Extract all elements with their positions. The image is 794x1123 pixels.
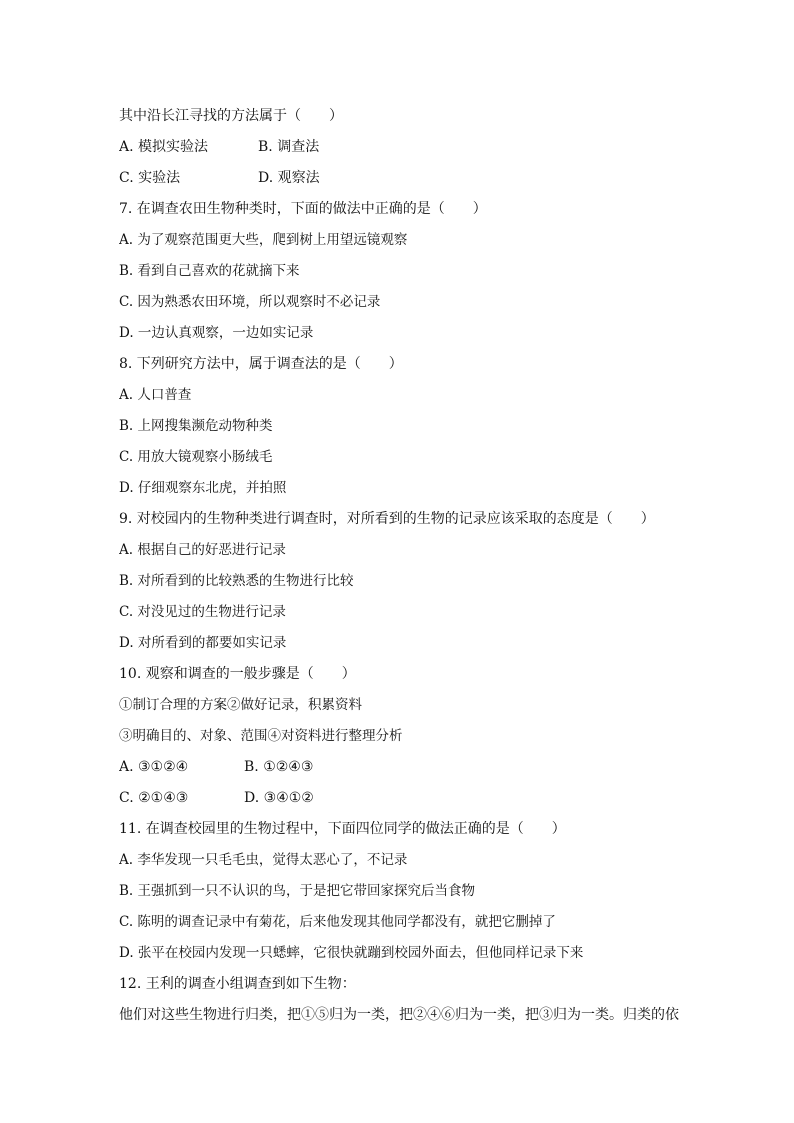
question-7-option-c: C. 因为熟悉农田环境，所以观察时不必记录 [119, 294, 381, 310]
question-12-description: 他们对这些生物进行归类，把①⑤归为一类，把②④⑥归为一类，把③归为一类。归类的依 [119, 1007, 679, 1023]
question-6-options-row-2 [119, 163, 719, 194]
question-9-option-b: B. 对所看到的比较熟悉的生物进行比较 [119, 573, 354, 589]
option-a: A. 模拟实验法 [119, 139, 209, 155]
question-11-option-c: C. 陈明的调查记录中有菊花，后来他发现其他同学都没有，就把它删掉了 [119, 914, 556, 930]
question-8-stem: 8. 下列研究方法中，属于调查法的是（ ） [119, 356, 403, 372]
question-6-stem: 其中沿长江寻找的方法属于（ ） [119, 108, 343, 124]
option-b: B. ①②④③ [244, 759, 314, 775]
question-9-option-a: A. 根据自己的好恶进行记录 [119, 542, 286, 558]
question-10-options-row-2 [119, 783, 719, 814]
question-12-stem: 12. 王利的调查小组调查到如下生物： [119, 976, 356, 992]
option-d: D. 观察法 [258, 170, 320, 186]
option-b: B. 调查法 [258, 139, 320, 155]
question-11-stem: 11. 在调查校园里的生物过程中，下面四位同学的做法正确的是（ ） [119, 821, 566, 837]
question-11-option-b: B. 王强抓到一只不认识的鸟，于是把它带回家探究后当食物 [119, 883, 476, 899]
question-7-option-d: D. 一边认真观察，一边如实记录 [119, 325, 314, 341]
question-9-option-d: D. 对所看到的都要如实记录 [119, 635, 287, 651]
question-8-option-b: B. 上网搜集濒危动物种类 [119, 418, 273, 434]
question-8-option-a: A. 人口普查 [119, 387, 192, 403]
question-8-option-d: D. 仔细观察东北虎，并拍照 [119, 480, 287, 496]
question-8-option-c: C. 用放大镜观察小肠绒毛 [119, 449, 273, 465]
question-10-options-row-1 [119, 752, 719, 783]
document-content [119, 101, 719, 1031]
question-7-option-a: A. 为了观察范围更大些，爬到树上用望远镜观察 [119, 232, 408, 248]
question-10-steps-1: ①制订合理的方案②做好记录，积累资料 [119, 697, 362, 713]
option-c: C. 实验法 [119, 170, 181, 186]
question-7-stem: 7. 在调查农田生物种类时，下面的做法中正确的是（ ） [119, 201, 487, 217]
question-9-option-c: C. 对没见过的生物进行记录 [119, 604, 286, 620]
option-a: A. ③①②④ [119, 759, 189, 775]
question-11-option-d: D. 张平在校园内发现一只蟋蟀，它很快就蹦到校园外面去，但他同样记录下来 [119, 945, 584, 961]
option-d: D. ③④①② [244, 790, 314, 806]
question-6-options-row-1 [119, 132, 719, 163]
option-c: C. ②①④③ [119, 790, 189, 806]
question-7-option-b: B. 看到自己喜欢的花就摘下来 [119, 263, 300, 279]
question-11-option-a: A. 李华发现一只毛毛虫，觉得太恶心了，不记录 [119, 852, 408, 868]
question-10-stem: 10. 观察和调查的一般步骤是（ ） [119, 666, 356, 682]
question-9-stem: 9. 对校园内的生物种类进行调查时，对所看到的生物的记录应该采取的态度是（ ） [119, 511, 655, 527]
question-10-steps-2: ③明确目的、对象、范围④对资料进行整理分析 [119, 728, 403, 744]
